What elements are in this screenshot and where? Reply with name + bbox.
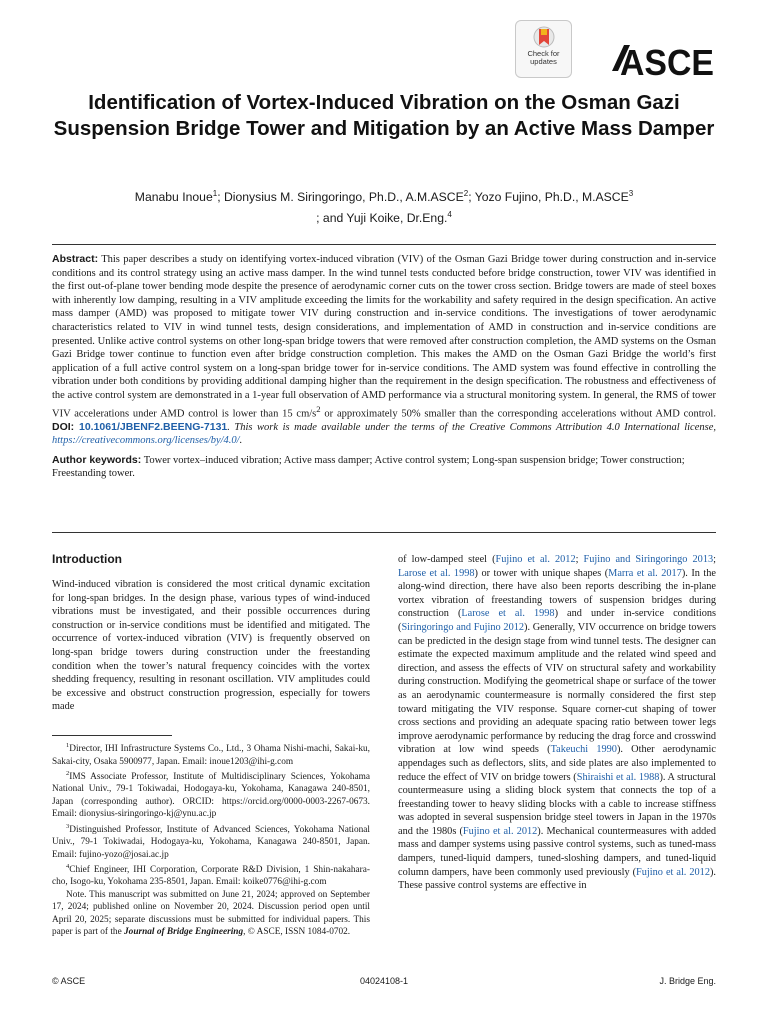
author-affiliation-mark: 1	[212, 189, 218, 198]
footer-article-number: 04024108-1	[359, 976, 409, 986]
citation-link[interactable]: Larose et al. 1998	[461, 608, 555, 620]
citation-link[interactable]: Takeuchi 1990	[550, 744, 617, 756]
section-heading-introduction: Introduction	[52, 552, 122, 566]
author-affiliation-mark: 3	[628, 189, 634, 198]
section-divider	[52, 532, 716, 533]
footnote-divider	[52, 735, 172, 736]
author-footnotes	[52, 740, 370, 938]
author-keywords	[52, 454, 716, 481]
footnote-affiliation-4: $^4$Chief Engineer, IHI Corporation, Corporate R&D Division, 1 Shin-nakahara-cho, Isogo-ku, Yokohama 235-8501, Japan. Email: koike0776@ihi-g.com	[52, 862, 370, 888]
author-name: ; Dionysius M. Siringoringo, Ph.D., A.M.ASCE	[217, 190, 464, 205]
footnote-affiliation-3: $^3$Distinguished Professor, Institute of Advanced Sciences, Yokohama National Univ., 79-1 Tokiwadai, Hodogaya-ku, Yokohama, Kanagawa 240-8501, Japan. Email: fujino-yozo@josai.ac.jp	[52, 822, 370, 860]
body-column-left	[52, 552, 370, 714]
doi-link[interactable]: 10.1061/JBENF2.BEENG-7131	[79, 420, 228, 433]
author-affiliation-mark: 2	[463, 189, 469, 198]
citation-link[interactable]: Shiraishi et al. 1988	[576, 771, 660, 783]
citation-link[interactable]: Marra et al. 2017	[608, 567, 682, 579]
author-list	[70, 185, 698, 227]
badge-line-2: updates	[530, 57, 557, 66]
body-paragraph: Wind-induced vibration is considered the most critical dynamic excitation for long-span bridges. In the design phase, various types of wind-induced vibrations must be investigated, and their possible occurrences during construction or in-service conditions must be identified and mitigated. The occurrence of vortex-induced vibration (VIV) is frequently observed on long-span bridge towers during construction under the freestanding condition when the tower’s natural frequency coincides with the vortex shedding frequency, resulting in resonant oscillation. VIV amplitudes could be excessive and obstruct construction progression, especially for towers made	[52, 579, 370, 713]
author-name: ; Yozo Fujino, Ph.D., M.ASCE	[468, 190, 629, 205]
asce-logo-wordmark: ASCE	[620, 42, 714, 81]
keywords-text: Tower vortex–induced vibration; Active mass damper; Active control system; Long-span suspension bridge; Tower construction; Freestanding tower.	[52, 454, 685, 480]
license-text: . This work is made available under the terms of the Creative Commons Attribution 4.0 International license,	[227, 421, 716, 433]
abstract-text: This paper describes a study on identifying vortex-induced vibration (VIV) of the Osman Gazi Bridge tower during construction and in-service conditions and its control strategy using an active mass damper. In the wind tunnel tests conducted before bridge construction, tower VIV was identified in the first out-of-plane tower bending mode despite the presence of aerodynamic corner cuts on the tower cross section. Bridge towers are made of steel boxes with inherently low damping, resulting in a VIV amplitude exceeding the limits for the workability and safety required in the design specification. An active mass damper (AMD) was proposed to mitigate tower VIV during construction and in-service conditions. The investigations of tower aerodynamic characteristics related to VIV in wind tunnel tests, design considerations, and implementation of AMD in construction and in-service conditions are presented. Unlike active control systems on other long-span bridge towers that were removed after construction completion, the AMD systems on the Osman Gazi Bridge tower continue to function even after bridge construction completion. This makes the AMD on the Osman Gazi Bridge the world’s first application of a full active control system on a long-span bridge tower for in-service conditions. The AMD system was found effective in controlling the vibration under both conditions by providing additional damping higher than the requirement in the design specification. The robustness and effectiveness of the active control system are demonstrated in a 1-year full observation of AMD performance via a structural monitoring system. In general, the RMS of tower VIV accelerations under AMD control is lower than 15 cm/s	[52, 254, 716, 420]
abstract	[52, 253, 716, 448]
footnote-submission-note: Note. This manuscript was submitted on June 21, 2024; approved on September 17, 2024; published online on November 20, 2024. Discussion period open until April 20, 2025; separate discussions must be submitted for individual papers. This paper is part of the Journal of Bridge Engineering, © ASCE, ISSN 1084-0702.	[52, 889, 370, 938]
journal-name: Journal of Bridge Engineering	[124, 927, 244, 938]
footer-journal-abbrev: J. Bridge Eng.	[659, 976, 716, 986]
abstract-label: Abstract:	[52, 253, 99, 265]
abstract-section	[52, 244, 716, 481]
citation-link[interactable]: Fujino et al. 2012	[636, 866, 710, 878]
doi-label: DOI:	[52, 420, 79, 433]
bookmark-ribbon-icon	[533, 26, 555, 50]
license-end: .	[239, 435, 243, 447]
license-link[interactable]: https://creativecommons.org/licenses/by/4.0/	[52, 435, 240, 447]
footer-copyright: © ASCE	[52, 976, 86, 986]
page-footer	[52, 976, 716, 990]
citation-link[interactable]: Fujino et al. 2012	[495, 554, 576, 565]
citation-link[interactable]: Larose et al. 1998	[398, 567, 475, 579]
author-affiliation-mark: 4	[447, 210, 452, 220]
paper-title: Identification of Vortex-Induced Vibration on the Osman Gazi Suspension Bridge Tower and Mitigation by an Active Mass Damper	[53, 91, 715, 140]
badge-line-1: Check for	[527, 49, 560, 58]
author-name: ; and Yuji Koike, Dr.Eng.	[316, 211, 448, 226]
body-column-right	[398, 553, 716, 893]
footnote-affiliation-1: $^1$Director, IHI Infrastructure Systems Co., Ltd., 3 Ohama Nishi-machi, Sakai-ku, Sakai-city, Osaka 5900977, Japan. Email: inoue1203@ihi-g.com	[52, 742, 370, 767]
body-paragraph: of low-damped steel (Fujino et al. 2012; Fujino and Siringoringo 2013; Larose et al. 1998) or tower with unique shapes (Marra et al. 2017). In the along-wind direction, there have also been reports describing the in-plane vortex vibration of freestanding towers of suspension bridges during construction (Larose et al. 1998) and under in-service conditions (Siringoringo and Fujino 2012). Generally, VIV occurrence on bridge towers can be predicted in the design stage from wind tunnel tests. The designer can estimate the expected maximum amplitude and the related wind speed and direction, and assess the effects of VIV on structural safety and workability during construction. Modifying the geometrical shape or surface of the tower as an aerodynamic countermeasure is normally considered the first step toward mitigating the VIV response. Square corner-cut shaping of tower cross sections and providing an adequate spacing ratio between tower legs improve aerodynamic performance by reducing the drag force and crosswind vibration at low wind speeds (Takeuchi 1990). Other aerodynamic appendages such as deflectors, slits, and side plates are also implemented to reduce the effect of VIV on bridge towers (Shiraishi et al. 1988). A structural countermeasure using a sliding block system that connects the top of a freestanding tower to heavy sliding blocks with a cable to increase stiffness was adopted in several suspension bridge steel towers in Japan in the 1970s and the 1980s (Fujino et al. 2012). Mechanical countermeasures with added mass and damper systems using passive control systems, such as tuned-mass dampers, tuned-liquid dampers, tuned-sloshing dampers, and tuned-liquid column dampers, have been commonly used previously (Fujino et al. 2012). These passive control systems are effective in	[398, 554, 716, 892]
citation-link[interactable]: Siringoringo and Fujino 2012	[401, 621, 525, 633]
abstract-text-continued: or approximately 50% smaller than the corresponding accelerations without AMD control.	[320, 408, 716, 420]
citation-link[interactable]: Fujino and Siringoringo 2013	[583, 554, 714, 565]
author-name: Manabu Inoue	[134, 190, 213, 205]
footnote-affiliation-2: $^2$IMS Associate Professor, Institute of Multidisciplinary Sciences, Yokohama National Univ., 79-1 Tokiwadai, Hodogaya-ku, Yokohama, Kanagawa 240-8501, Japan (corresponding author). ORCID: https://orcid.org/0000-0003-2267-0673. Email: dionysius-siringoringo-kj@ynu.ac.jp	[52, 769, 370, 820]
asce-logo	[612, 41, 716, 81]
citation-link[interactable]: Fujino et al. 2012	[462, 825, 538, 837]
check-for-updates-badge[interactable]	[515, 20, 572, 78]
unit-exponent: 2	[316, 403, 321, 414]
keywords-label: Author keywords:	[52, 453, 142, 466]
